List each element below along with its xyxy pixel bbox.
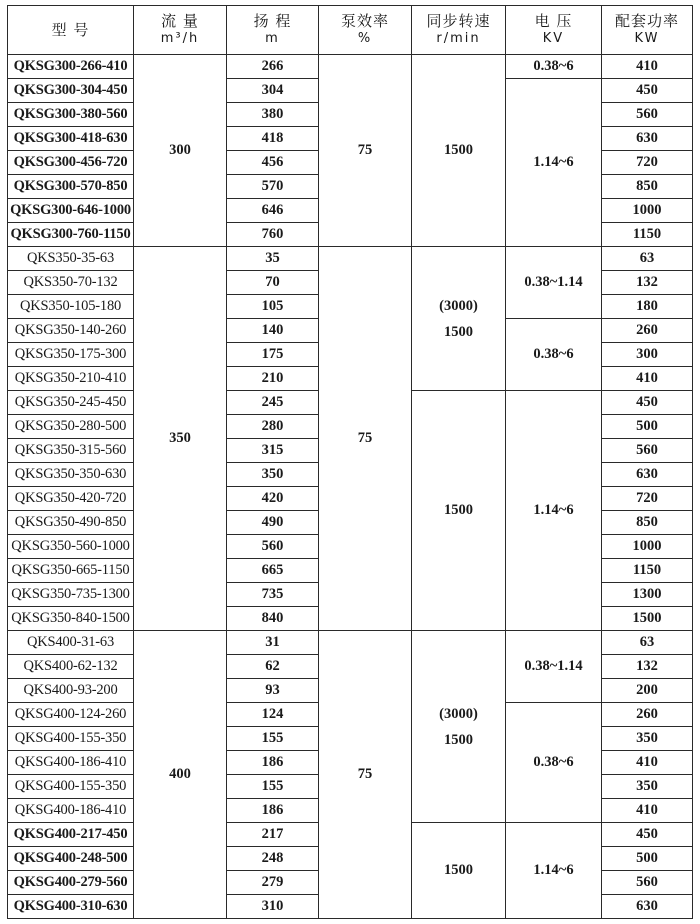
head-cell: 217: [227, 823, 319, 847]
model-cell: QKSG300-418-630: [8, 127, 134, 151]
header-voltage-label: 电 压: [534, 12, 573, 30]
model-cell: QKSG350-210-410: [8, 367, 134, 391]
header-voltage: [506, 6, 602, 55]
power-cell: 63: [602, 247, 693, 271]
head-cell: 490: [227, 511, 319, 535]
head-cell: 570: [227, 175, 319, 199]
power-cell: 410: [602, 367, 693, 391]
power-cell: 410: [602, 55, 693, 79]
head-cell: 315: [227, 439, 319, 463]
power-cell: 410: [602, 751, 693, 775]
model-cell: QKSG400-310-630: [8, 895, 134, 919]
header-model-label: 型 号: [51, 20, 90, 39]
head-cell: 420: [227, 487, 319, 511]
head-cell: 279: [227, 871, 319, 895]
pump-spec-table: [7, 5, 693, 919]
power-cell: 630: [602, 463, 693, 487]
voltage-cell: 1.14~6: [506, 823, 602, 919]
header-efficiency-label: 泵效率: [340, 12, 389, 30]
head-cell: 31: [227, 631, 319, 655]
head-cell: 105: [227, 295, 319, 319]
model-cell: QKSG400-155-350: [8, 727, 134, 751]
head-cell: 124: [227, 703, 319, 727]
head-cell: 350: [227, 463, 319, 487]
head-cell: 418: [227, 127, 319, 151]
model-cell: QKSG350-840-1500: [8, 607, 134, 631]
power-cell: 260: [602, 319, 693, 343]
model-cell: QKSG300-646-1000: [8, 199, 134, 223]
speed-cell: [412, 631, 506, 823]
power-cell: 1500: [602, 607, 693, 631]
head-cell: 35: [227, 247, 319, 271]
head-cell: 155: [227, 727, 319, 751]
power-cell: 500: [602, 415, 693, 439]
table-row: [8, 55, 693, 79]
power-cell: 450: [602, 391, 693, 415]
head-cell: 245: [227, 391, 319, 415]
speed-alt-value: (3000): [439, 705, 478, 722]
voltage-cell: 0.38~1.14: [506, 631, 602, 703]
header-flow-label: 流 量: [161, 12, 199, 30]
power-cell: 63: [602, 631, 693, 655]
voltage-cell: 0.38~6: [506, 703, 602, 823]
flow-cell: 300: [134, 55, 227, 247]
model-cell: QKS350-105-180: [8, 295, 134, 319]
model-cell: QKS400-93-200: [8, 679, 134, 703]
table-row: [8, 631, 693, 655]
head-cell: 560: [227, 535, 319, 559]
power-cell: 1300: [602, 583, 693, 607]
power-cell: 1150: [602, 223, 693, 247]
head-cell: 248: [227, 847, 319, 871]
power-cell: 560: [602, 439, 693, 463]
header-head-label: 扬 程: [253, 12, 292, 30]
model-cell: QKSG300-760-1150: [8, 223, 134, 247]
header-power-label: 配套功率: [614, 12, 679, 30]
model-cell: QKSG300-456-720: [8, 151, 134, 175]
power-cell: 200: [602, 679, 693, 703]
model-cell: QKS400-31-63: [8, 631, 134, 655]
voltage-cell: 1.14~6: [506, 391, 602, 631]
header-head: [227, 6, 319, 55]
header-speed-unit: r/min: [436, 31, 481, 46]
head-cell: 665: [227, 559, 319, 583]
model-cell: QKS400-62-132: [8, 655, 134, 679]
table-row: [8, 247, 693, 271]
model-cell: QKSG350-735-1300: [8, 583, 134, 607]
model-cell: QKSG400-155-350: [8, 775, 134, 799]
efficiency-cell: 75: [319, 631, 412, 919]
head-cell: 186: [227, 799, 319, 823]
power-cell: 850: [602, 175, 693, 199]
model-cell: QKSG300-380-560: [8, 103, 134, 127]
speed-cell: 1500: [412, 391, 506, 631]
model-cell: QKSG350-350-630: [8, 463, 134, 487]
header-head-unit: m: [265, 31, 280, 46]
model-cell: QKSG400-186-410: [8, 799, 134, 823]
head-cell: 266: [227, 55, 319, 79]
model-cell: QKSG350-665-1150: [8, 559, 134, 583]
power-cell: 450: [602, 79, 693, 103]
head-cell: 380: [227, 103, 319, 127]
header-voltage-unit: KV: [542, 31, 565, 46]
power-cell: 350: [602, 727, 693, 751]
model-cell: QKSG350-315-560: [8, 439, 134, 463]
model-cell: QKS350-35-63: [8, 247, 134, 271]
head-cell: 210: [227, 367, 319, 391]
header-flow: [134, 6, 227, 55]
power-cell: 1150: [602, 559, 693, 583]
header-speed-label: 同步转速: [426, 12, 491, 30]
model-cell: QKSG350-560-1000: [8, 535, 134, 559]
power-cell: 560: [602, 871, 693, 895]
speed-cell: 1500: [412, 823, 506, 919]
voltage-cell: 1.14~6: [506, 79, 602, 247]
model-cell: QKSG300-570-850: [8, 175, 134, 199]
head-cell: 70: [227, 271, 319, 295]
model-cell: QKSG350-245-450: [8, 391, 134, 415]
model-cell: QKS350-70-132: [8, 271, 134, 295]
power-cell: 630: [602, 895, 693, 919]
power-cell: 300: [602, 343, 693, 367]
power-cell: 720: [602, 151, 693, 175]
efficiency-cell: 75: [319, 55, 412, 247]
head-cell: 735: [227, 583, 319, 607]
header-model: [8, 6, 134, 55]
model-cell: QKSG350-175-300: [8, 343, 134, 367]
efficiency-cell: 75: [319, 247, 412, 631]
speed-cell: 1500: [412, 55, 506, 247]
header-speed: [412, 6, 506, 55]
power-cell: 630: [602, 127, 693, 151]
voltage-cell: 0.38~6: [506, 319, 602, 391]
head-cell: 760: [227, 223, 319, 247]
power-cell: 560: [602, 103, 693, 127]
power-cell: 132: [602, 271, 693, 295]
model-cell: QKSG400-217-450: [8, 823, 134, 847]
head-cell: 646: [227, 199, 319, 223]
power-cell: 132: [602, 655, 693, 679]
power-cell: 180: [602, 295, 693, 319]
header-row: [8, 6, 693, 55]
head-cell: 840: [227, 607, 319, 631]
power-cell: 1000: [602, 535, 693, 559]
model-cell: QKSG350-490-850: [8, 511, 134, 535]
header-power-unit: KW: [634, 31, 660, 46]
head-cell: 62: [227, 655, 319, 679]
speed-value: 1500: [444, 323, 473, 340]
power-cell: 720: [602, 487, 693, 511]
flow-cell: 400: [134, 631, 227, 919]
head-cell: 280: [227, 415, 319, 439]
table-body: [8, 55, 693, 919]
header-power: [602, 6, 693, 55]
model-cell: QKSG400-124-260: [8, 703, 134, 727]
model-cell: QKSG350-280-500: [8, 415, 134, 439]
header-efficiency-unit: %: [357, 31, 373, 46]
head-cell: 140: [227, 319, 319, 343]
model-cell: QKSG300-304-450: [8, 79, 134, 103]
power-cell: 350: [602, 775, 693, 799]
model-cell: QKSG300-266-410: [8, 55, 134, 79]
power-cell: 260: [602, 703, 693, 727]
power-cell: 1000: [602, 199, 693, 223]
flow-cell: 350: [134, 247, 227, 631]
head-cell: 186: [227, 751, 319, 775]
pump-spec-sheet: [7, 5, 693, 919]
head-cell: 310: [227, 895, 319, 919]
voltage-cell: 0.38~6: [506, 55, 602, 79]
header-flow-unit: m³/h: [160, 31, 200, 46]
model-cell: QKSG350-140-260: [8, 319, 134, 343]
head-cell: 155: [227, 775, 319, 799]
head-cell: 456: [227, 151, 319, 175]
model-cell: QKSG400-248-500: [8, 847, 134, 871]
model-cell: QKSG350-420-720: [8, 487, 134, 511]
speed-value: 1500: [444, 731, 473, 748]
head-cell: 93: [227, 679, 319, 703]
speed-cell: [412, 247, 506, 391]
power-cell: 500: [602, 847, 693, 871]
model-cell: QKSG400-279-560: [8, 871, 134, 895]
power-cell: 850: [602, 511, 693, 535]
power-cell: 450: [602, 823, 693, 847]
head-cell: 304: [227, 79, 319, 103]
speed-alt-value: (3000): [439, 297, 478, 314]
voltage-cell: 0.38~1.14: [506, 247, 602, 319]
power-cell: 410: [602, 799, 693, 823]
head-cell: 175: [227, 343, 319, 367]
model-cell: QKSG400-186-410: [8, 751, 134, 775]
header-efficiency: [319, 6, 412, 55]
